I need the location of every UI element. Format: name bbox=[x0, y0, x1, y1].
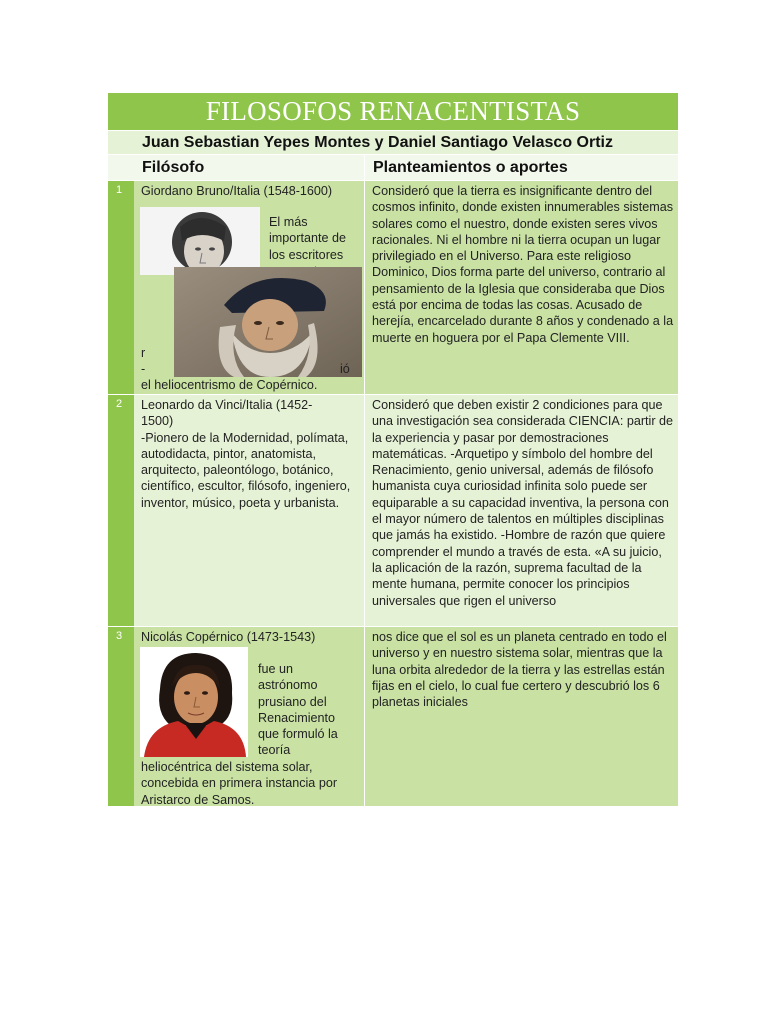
leonardo-portrait bbox=[174, 267, 362, 377]
bruno-bottom-text: el heliocentrismo de Copérnico. bbox=[141, 378, 318, 392]
header-contributions: Planteamientos o aportes bbox=[365, 155, 678, 180]
copernicus-bottom-text: heliocéntrica del sistema solar, concebida en primera instancia por Aristarco de Samos. bbox=[141, 760, 338, 807]
table-row bbox=[108, 394, 678, 626]
philosopher-cell bbox=[134, 627, 365, 806]
bruno-side-text: El más importante de los escritores bbox=[269, 215, 347, 262]
bruno-fragment-io: ió bbox=[340, 362, 350, 376]
copernicus-portrait bbox=[140, 647, 248, 757]
header-philosopher: Filósofo bbox=[134, 155, 365, 180]
contribution-cell: nos dice que el sol es un planeta centrado en todo el universo y en nuestro sistema solar, mientras que la luna orbita alrededor de la tierra y las estrellas están fijas en el cielo, lo cual fue certero y descubrió los 6 planetas iniciales bbox=[365, 627, 678, 806]
philosopher-cell bbox=[134, 181, 365, 394]
copernicus-side-text: fue un astrónomo prusiano del Renacimiento que formuló la teoría bbox=[258, 662, 338, 758]
table-row bbox=[108, 180, 678, 394]
header-num-cell bbox=[108, 155, 134, 180]
authors-row bbox=[108, 130, 678, 154]
authors-text: Juan Sebastian Yepes Montes y Daniel Santiago Velasco Ortiz bbox=[134, 131, 678, 154]
philosopher-name: Nicolás Copérnico (1473-1543) bbox=[141, 630, 316, 644]
contribution-cell: Consideró que la tierra es insignificante dentro del cosmos infinito, donde existen innumerables sistemas solares como el nuestro, donde existen seres vivos racionales. Ni el hombre ni la tierra ocupan un lugar privilegiado en el Universo. Para este religioso Dominico, Dios forma parte del universo, contrario al pensamiento de la Iglesia que consideraba que Dios está por encima de todas las cosas. Acusado de herejía, encarcelado durante 8 años y condenado a la muerte en hoguera por el Papa Clemente VIII. bbox=[365, 181, 678, 394]
philosopher-description: -Pionero de la Modernidad, polímata, autodidacta, pintor, anatomista, arquitecto, paleontólogo, botánico, científico, escultor, filósofo, ingeniero, inventor, músico, poeta y urbanista. bbox=[141, 430, 351, 510]
header-row bbox=[108, 154, 678, 180]
bruno-portrait bbox=[140, 207, 260, 275]
bruno-fragment-dash: - bbox=[141, 362, 146, 376]
row-number: 1 bbox=[108, 181, 134, 394]
philosopher-name: Giordano Bruno/Italia (1548-1600) bbox=[141, 184, 333, 198]
table-title: FILOSOFOS RENACENTISTAS bbox=[108, 93, 678, 130]
bruno-fragment-r: r bbox=[141, 346, 146, 360]
table-row bbox=[108, 626, 678, 806]
philosophers-table bbox=[108, 93, 678, 806]
row-number: 3 bbox=[108, 627, 134, 806]
philosopher-name: Leonardo da Vinci/Italia (1452-1500) bbox=[141, 398, 313, 429]
row-number: 2 bbox=[108, 395, 134, 626]
contribution-cell: Consideró que deben existir 2 condiciones para que una investigación sea considerada CIENCIA: partir de la experiencia y pasar por demostraciones matemáticas. -Arquetipo y símbolo del hombre del Renacimiento, genio universal, además de filósofo humanista cuya curiosidad infinita solo puede ser equiparable a su capacidad inventiva, la persona con el mayor número de talentos en múltiples disciplinas que jamás ha existido. -Hombre de razón que quiere comprender el mundo a través de esta. «A su juicio, la aplicación de la razón, suprema facultad de la mente humana, permite conocer los principios universales que rigen el universo bbox=[365, 395, 678, 626]
authors-num-cell bbox=[108, 131, 134, 154]
philosopher-cell bbox=[134, 395, 365, 626]
